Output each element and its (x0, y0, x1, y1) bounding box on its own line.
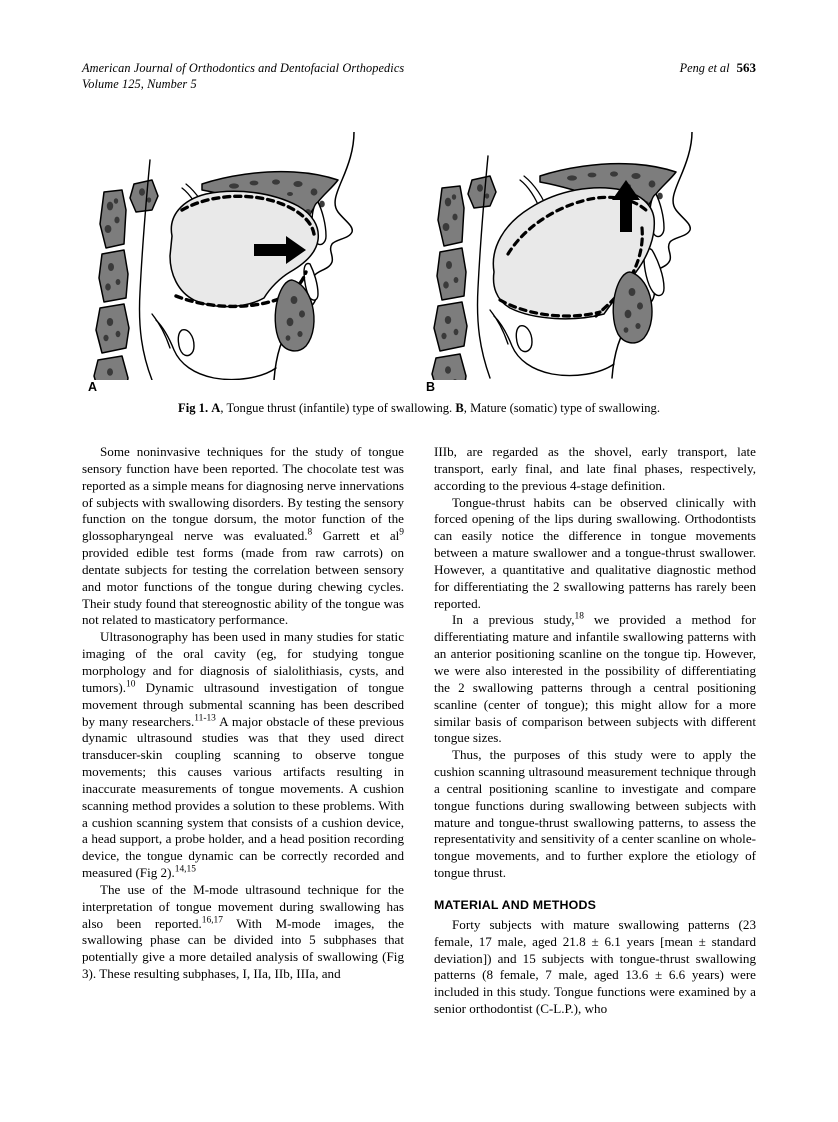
citation-16-17: 16,17 (201, 915, 223, 926)
paragraph-subjects: Forty subjects with mature swallowing patterns (23 female, 17 male, aged 21.8 ± 6.1 years [mean ± standard deviation]) and 15 subjects with tongue-thrust swallowing patterns (8 female, 7 male, aged 13.6 ± 6.6 years) were included in this study. Tongue functions were examined by a senior orthodontist (C-L.P.), who (434, 916, 756, 1017)
sagittal-head-diagram-mature-swallow (424, 132, 754, 380)
para-text: Garrett et al (312, 528, 400, 544)
figure-caption-a-letter: A (211, 401, 221, 415)
para-text: A major obstacle of these previous dynamic ultrasound studies was that they used direct transducer-skin coupling scanning to observe tongue movements; this causes various artifacts resulting in inaccurate measurements of tongue movements. A cushion scanning method provides a solution to these problems. With a cushion scanning system that consists of a cushion device, a head support, a probe holder, and a head position recording device, the tongue dynamic can be correctly recorded and measured (Fig 2). (82, 713, 404, 881)
page-number: 563 (736, 60, 756, 75)
citation-11-13: 11-13 (194, 713, 216, 724)
para-text: provided edible test forms (made from raw carrots) on dentate subjects for testing the correlation between sensory and motor functions of the tongue during chewing cycles. Their study found that stereognostic ability of the tongue was not related to masticatory performance. (82, 545, 404, 628)
citation-8: 8 (307, 527, 313, 538)
figure-caption-b-text: , Mature (somatic) type of swallowing. (463, 401, 660, 415)
paragraph-sensory-techniques (82, 444, 404, 629)
body-columns (82, 444, 756, 1054)
section-heading-material-and-methods: MATERIAL AND METHODS (434, 897, 597, 912)
para-text: Ultrasonography has been used in many studies for static imaging of the oral cavity (eg, for studying tongue morphology and for diagnosis of sialolithiasis, cysts, and tumors). (82, 629, 404, 695)
citation-9: 9 (399, 527, 404, 538)
hyoid-bone (178, 330, 194, 356)
citation-18: 18 (574, 612, 584, 623)
figure-caption (82, 400, 756, 416)
journal-volume-line: Volume 125, Number 5 (82, 77, 197, 91)
body-column-left (82, 444, 404, 1054)
paragraph-ultrasonography (82, 629, 404, 882)
figure-caption-number: Fig 1. (178, 401, 209, 415)
mandible-outline (494, 316, 614, 376)
paragraph-previous-study (434, 612, 756, 747)
figure-caption-b-letter: B (455, 401, 464, 415)
para-text: we provided a method for differentiating mature and infantile swallowing patterns with an anterior positioning scanline on the tongue tip. However, we were also interested in the possibility of differentiating the 2 swallowing patterns through a central positioning scanline (center of tongue); this might allow for a more similar basis of comparison between subjects with different tongue sizes. (434, 612, 756, 746)
running-head-right (680, 60, 756, 76)
panel-b-label: B (426, 380, 436, 394)
cervical-vertebrae-group (432, 176, 496, 380)
figure-1 (82, 132, 756, 394)
panel-a-label: A (88, 380, 98, 394)
hyoid-bone (516, 326, 532, 352)
para-text: In a previous study, (452, 612, 575, 628)
body-column-right (434, 444, 756, 1054)
journal-title (82, 60, 404, 92)
figure-caption-a-text: , Tongue thrust (infantile) type of swallowing. (220, 401, 453, 415)
para-text: Some noninvasive techniques for the study of tongue sensory function have been reported. The chocolate test was reported as a simple means for diagnosing nerve innervations of subjects with swallowing disorders. By testing the sensory function on the tongue dorsum, the motor function of the glossopharyngeal nerve was evaluated. (82, 444, 404, 544)
para-text: Dynamic ultrasound investigation of tongue movement through submental scanning has been described by many researchers. (82, 679, 404, 729)
running-head (82, 60, 756, 94)
sagittal-head-diagram-tongue-thrust (86, 132, 416, 380)
paragraph-study-purposes: Thus, the purposes of this study were to apply the cushion scanning ultrasound measurement technique through a central positioning scanline to investigate and compare tongue functions during swallowing between subjects with mature and tongue-thrust swallowing patterns, to assess the representativity and sensitivity of a center scanline on whole-tongue movements, and to further explore the etiology of tongue thrust. (434, 747, 756, 881)
mandible-symphysis (613, 272, 652, 343)
para-text: With M-mode images, the swallowing phase can be divided into 5 subphases that potentially give a more detailed analysis of swallowing (Fig 3). These resulting subphases, I, IIa, IIb, IIIa, and (82, 915, 404, 982)
paragraph-tongue-thrust-habits: Tongue-thrust habits can be observed clinically with forced opening of the lips during swallowing. Orthodontists can easily notice the difference in tongue movements between a mature swallower and a tongue-thrust swallower. However, a quantitative and qualitative diagnostic method for differentiating the 2 swallowing patterns has rarely been reported. (434, 494, 756, 611)
figure-panel-a (86, 132, 416, 394)
citation-10: 10 (126, 679, 136, 690)
mandible-outline (156, 320, 276, 380)
paragraph-subphases-cont: IIIb, are regarded as the shovel, early transport, late transport, early final, and late final phases, respectively, according to the previous 4-stage definition. (434, 444, 756, 493)
cervical-vertebrae-group (94, 180, 158, 380)
journal-title-line1: American Journal of Orthodontics and Dentofacial Orthopedics (82, 61, 405, 75)
paragraph-m-mode (82, 882, 404, 983)
figure-panel-b (424, 132, 754, 394)
author-running-head: Peng et al (679, 61, 730, 75)
para-text: The use of the M-mode ultrasound technique for the interpretation of tongue movement during swallowing has also been reported. (82, 881, 404, 931)
citation-14-15: 14,15 (174, 864, 196, 875)
